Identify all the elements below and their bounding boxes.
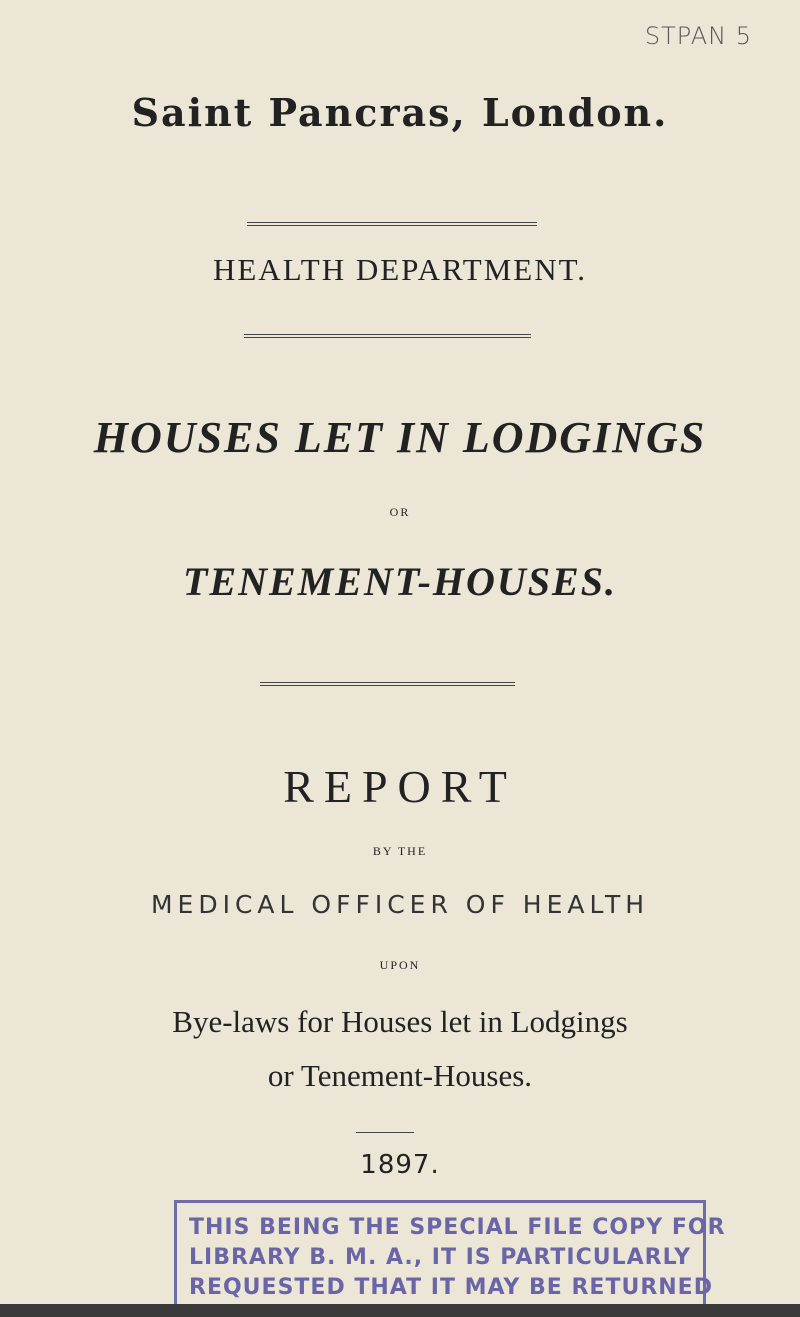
report-title: REPORT [283, 761, 517, 812]
subject-conjunction: OR [389, 505, 411, 519]
borough-title: Saint Pancras, London. [131, 90, 669, 135]
short-rule [356, 1132, 414, 1133]
stamp-line: LIBRARY B. M. A., IT IS PARTICULARLY [189, 1245, 692, 1270]
publication-year: 1897. [360, 1150, 440, 1180]
upon-label: UPON [379, 958, 421, 972]
report-topic-line-1: Bye-laws for Houses let in Lodgings [172, 1004, 628, 1039]
by-the-label: BY THE [372, 844, 428, 858]
divider-rule [260, 682, 515, 686]
subject-line-1: HOUSES LET IN LODGINGS [93, 413, 707, 462]
report-author: MEDICAL OFFICER OF HEALTH [150, 890, 650, 919]
stamp-line: REQUESTED THAT IT MAY BE RETURNED [189, 1275, 713, 1300]
stamp-line: THIS BEING THE SPECIAL FILE COPY FOR [189, 1215, 726, 1240]
handwritten-note: STPAN 5 [644, 22, 752, 50]
report-topic-line-2: or Tenement-Houses. [267, 1058, 533, 1093]
subject-line-2: TENEMENT-HOUSES. [183, 559, 617, 604]
divider-rule [244, 334, 531, 338]
scan-edge [0, 1304, 800, 1317]
library-stamp [174, 1200, 726, 1317]
divider-rule [247, 222, 537, 226]
department-heading: HEALTH DEPARTMENT. [212, 252, 587, 287]
